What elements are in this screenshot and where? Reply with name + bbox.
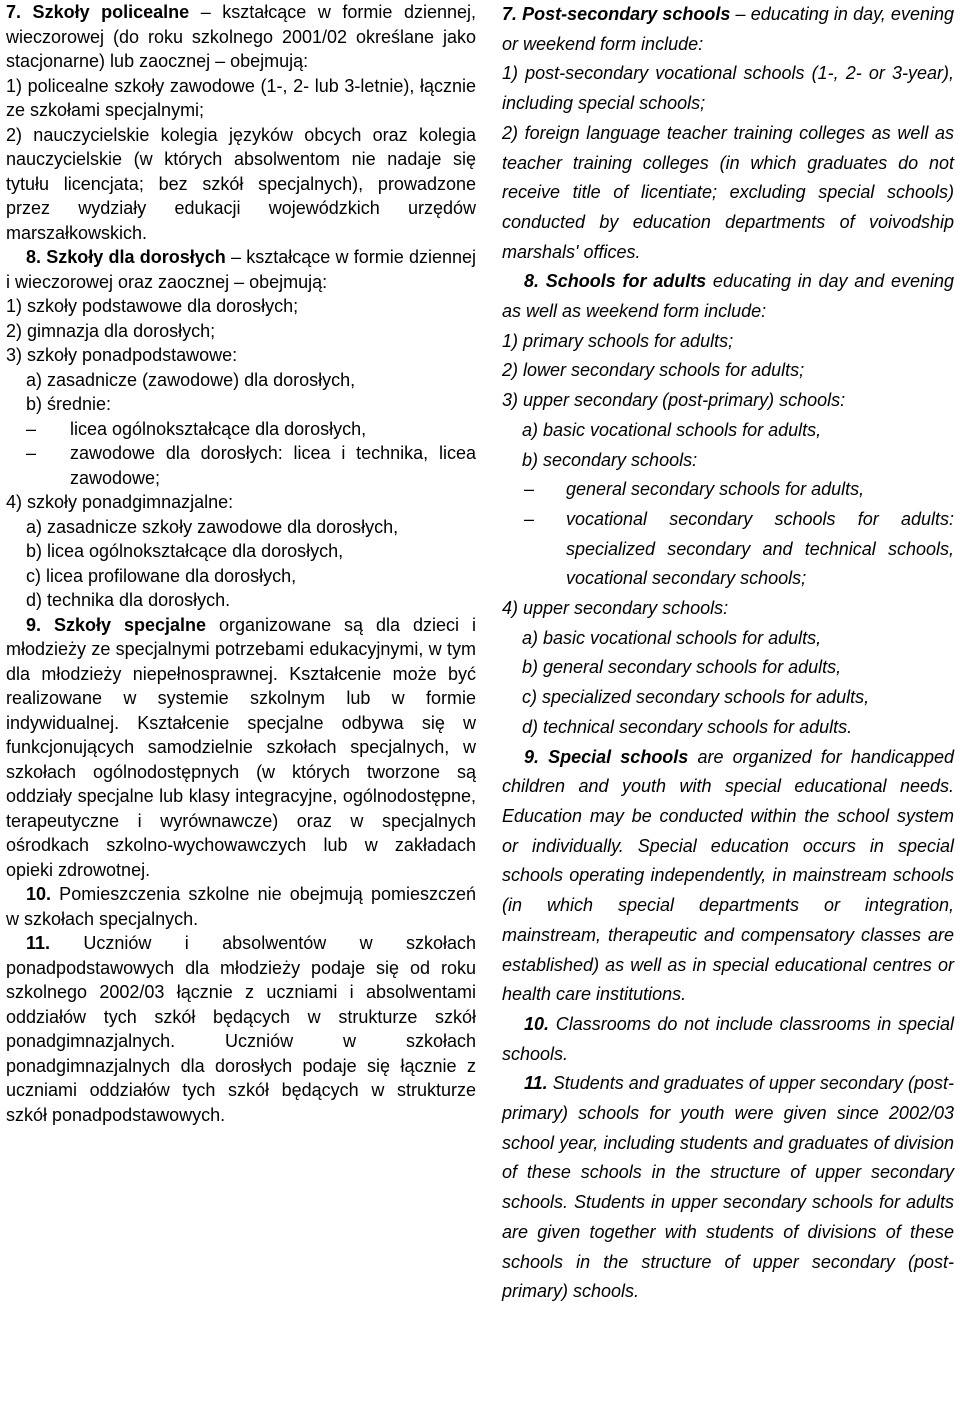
item-8-en-point-3a: a) basic vocational schools for adults, bbox=[522, 419, 822, 440]
item-8-pl-point-2: 2) gimnazja dla dorosłych; bbox=[6, 320, 216, 341]
item-8-en-text: educating in day and evening as well as weekend form include: bbox=[502, 271, 955, 322]
item-7-pl-point-2: 2) nauczycielskie kolegia języków obcych oraz kolegia nauczycielskie (w których absolwentom nie nadaje się tytułu licencjata; bez szkół specjalnych), prowadzone przez wydziały edukacji wojewódzkich urzędów marszałkowskich. bbox=[6, 124, 476, 243]
item-11-en bbox=[502, 1069, 954, 1307]
item-8-en-point-1: 1) primary schools for adults; bbox=[502, 330, 734, 351]
item-8-pl-point-3: 3) szkoły ponadpodstawowe: bbox=[6, 345, 238, 365]
dash-2-text: zawodowe dla dorosłych: licea i technika, licea zawodowe; bbox=[70, 443, 476, 488]
item-8-pl-dash-2 bbox=[6, 441, 476, 490]
english-column bbox=[502, 0, 954, 1307]
dash-1-text: general secondary schools for adults, bbox=[566, 479, 865, 500]
item-11-pl-text: Uczniów i absolwentów w szkołach ponadpodstawowych dla młodzieży podaje się od roku szkolnego 2002/03 łącznie z uczniami i absolwentami oddziałów tych szkół będących w strukturze szkół ponadgimnazjalnych. Uczniów w szkołach ponadgimnazjalnych dla dorosłych podaje się łącznie z uczniami oddziałów tych szkół będących w strukturze szkół ponadpodstawowych. bbox=[6, 933, 476, 1125]
item-7-en bbox=[502, 0, 954, 59]
item-8-pl-heading: 8. Szkoły dla dorosłych bbox=[26, 247, 226, 267]
item-8-pl-point-1: 1) szkoły podstawowe dla dorosłych; bbox=[6, 296, 299, 316]
item-7-en-text: – educating in day, evening or weekend form include: bbox=[502, 4, 954, 54]
item-9-pl-text: organizowane są dla dzieci i młodzieży ze specjalnymi potrzebami edukacyjnymi, w tym dla młodzieży niepełnosprawnej. Kształcenie może być realizowane w systemie szkolnym lub w formie indywidualnej. Kształcenie specjalne odbywa się w funkcjonujących samodzielnie szkołach specjalnych, w szkołach ogólnodostępnych (w których tworzone są oddziały specjalne lub klasy integracyjne, ogólnodostępne, terapeutyczne i wyrównawcze) oraz w specjalnych ośrodkach szkolno-wychowawczych lub w zakładach opieki zdrowotnej. bbox=[6, 614, 476, 880]
dash-mark: – bbox=[26, 443, 37, 463]
item-8-en-dash-1 bbox=[502, 475, 954, 505]
item-7-en-heading: 7. Post-secondary schools bbox=[502, 4, 731, 24]
dash-1-text: licea ogólnokształcące dla dorosłych, bbox=[70, 418, 367, 439]
item-8-en-point-4d: d) technical secondary schools for adults. bbox=[522, 716, 853, 737]
item-10-en bbox=[502, 1010, 954, 1069]
item-8-pl-point-4: 4) szkoły ponadgimnazjalne: bbox=[6, 492, 234, 512]
item-8-en-heading: 8. Schools for adults bbox=[524, 271, 707, 292]
item-9-pl bbox=[6, 613, 476, 883]
item-10-pl-text: Pomieszczenia szkolne nie obejmują pomieszczeń w szkołach specjalnych. bbox=[6, 884, 476, 929]
dash-2-text: vocational secondary schools for adults: specialized secondary and technical schools, vocational secondary schools; bbox=[566, 508, 954, 589]
item-8-pl-point-3a: a) zasadnicze (zawodowe) dla dorosłych, bbox=[26, 369, 356, 390]
item-8-pl-point-4b: b) licea ogólnokształcące dla dorosłych, bbox=[26, 541, 344, 561]
item-9-en-heading: Special schools bbox=[539, 746, 689, 767]
polish-column bbox=[6, 0, 476, 1127]
dash-mark: – bbox=[26, 418, 37, 439]
item-8-pl-dash-1 bbox=[6, 417, 476, 442]
item-8-en-point-3: 3) upper secondary (post-primary) schools: bbox=[502, 390, 846, 411]
item-7-pl-heading: 7. Szkoły policealne bbox=[6, 2, 190, 22]
item-8-en bbox=[502, 267, 954, 326]
item-8-en-point-4c: c) specialized secondary schools for adults, bbox=[522, 687, 870, 708]
dash-mark: – bbox=[524, 508, 535, 529]
item-8-pl-text: – kształcące w formie dziennej i wieczorowej oraz zaocznej – obejmują: bbox=[6, 247, 476, 292]
item-7-pl-text: – kształcące w formie dziennej, wieczorowej (do roku szkolnego 2001/02 określane jako stacjonarne) lub zaocznej – obejmują: bbox=[6, 2, 477, 71]
item-10-en-text: Classrooms do not include classrooms in special schools. bbox=[502, 1013, 954, 1064]
item-8-pl-point-4d: d) technika dla dorosłych. bbox=[26, 590, 231, 610]
item-7-pl-point-1: 1) policealne szkoły zawodowe (1-, 2- lub 3-letnie), łącznie ze szkołami specjalnymi; bbox=[6, 75, 476, 120]
item-8-en-point-3b: b) secondary schools: bbox=[522, 449, 698, 470]
item-10-pl bbox=[6, 882, 476, 931]
item-8-en-point-4: 4) upper secondary schools: bbox=[502, 598, 729, 619]
item-8-pl bbox=[6, 245, 476, 294]
item-8-en-point-2: 2) lower secondary schools for adults; bbox=[502, 360, 805, 381]
item-7-en-point-2: 2) foreign language teacher training colleges as well as teacher training colleges (in which graduates do not receive title of licentiate; excluding special schools) conducted by education departments of voivodship marshals' offices. bbox=[502, 122, 954, 262]
item-9-en-number: 9. bbox=[524, 746, 540, 767]
item-10-en-number: 10. bbox=[524, 1013, 550, 1034]
item-11-pl bbox=[6, 931, 476, 1127]
item-11-en-text: Students and graduates of upper secondary (post-primary) schools for youth were given since 2002/03 school year, including students and graduates of division of these schools in the structure of upper secondary schools. Students in upper secondary schools for adults are given together with students of divisions of these schools in the structure of upper secondary (post-primary) schools. bbox=[502, 1073, 954, 1302]
item-11-en-number: 11. bbox=[524, 1073, 548, 1094]
item-8-pl-point-4a: a) zasadnicze szkoły zawodowe dla dorosłych, bbox=[26, 516, 399, 537]
item-7-pl bbox=[6, 0, 476, 74]
item-8-en-dash-2 bbox=[502, 505, 954, 594]
item-8-en-point-4a: a) basic vocational schools for adults, bbox=[522, 627, 822, 648]
item-9-en bbox=[502, 743, 954, 1010]
item-9-pl-number: 9. bbox=[26, 614, 42, 635]
item-9-pl-heading: Szkoły specjalne bbox=[41, 614, 207, 635]
item-8-en-point-4b: b) general secondary schools for adults, bbox=[522, 657, 842, 678]
dash-mark: – bbox=[524, 479, 535, 500]
item-11-pl-number: 11. bbox=[26, 933, 51, 953]
item-10-pl-number: 10. bbox=[26, 884, 52, 904]
item-9-en-text: are organized for handicapped children and youth with special educational needs. Education may be conducted within the school system or individually. Special education occurs in special schools operating independently, in mainstream schools (in which special departments or integration, mainstream, therapeutic and compensatory classes are established) as well as in special educational centres or health care institutions. bbox=[502, 746, 954, 1005]
item-8-pl-point-3b: b) średnie: bbox=[26, 394, 112, 414]
item-7-en-point-1: 1) post-secondary vocational schools (1-, 2- or 3-year), including special schools; bbox=[502, 63, 954, 114]
item-8-pl-point-4c: c) licea profilowane dla dorosłych, bbox=[26, 565, 297, 586]
